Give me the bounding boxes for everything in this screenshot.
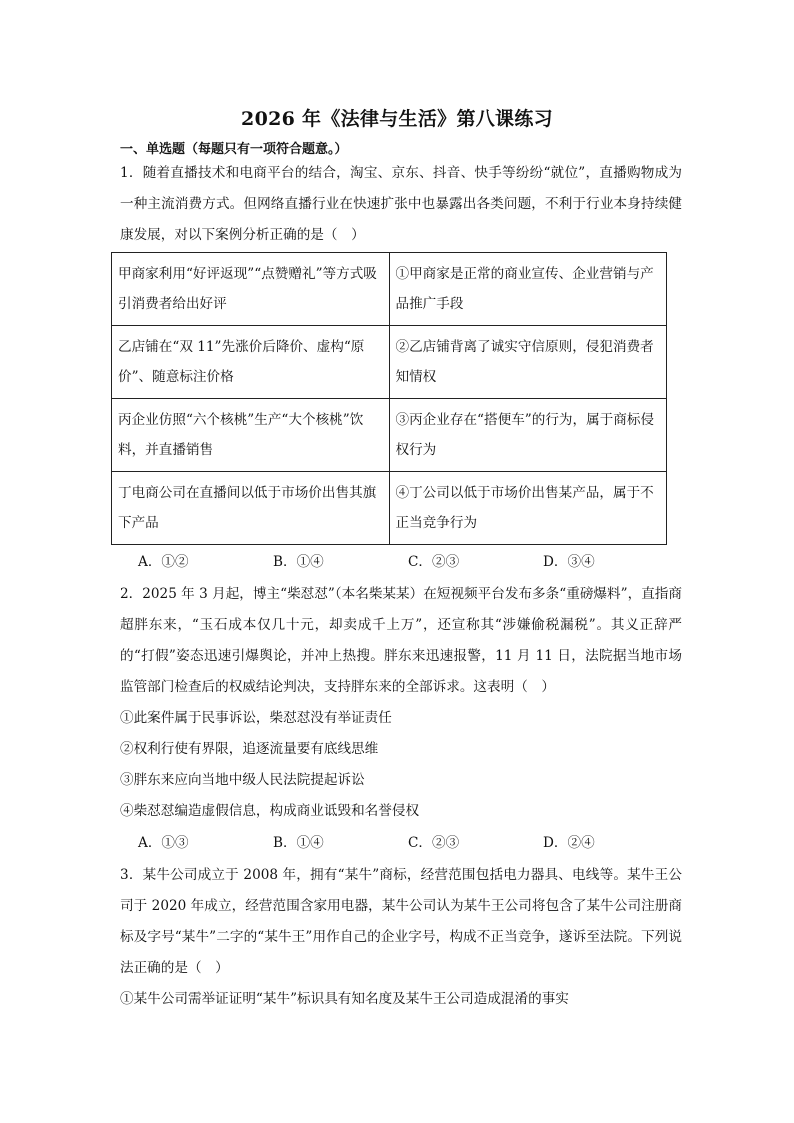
table-row bbox=[112, 399, 667, 472]
table-row bbox=[112, 253, 667, 326]
question-1-options bbox=[138, 551, 678, 573]
question-2-item: ③胖东来应向当地中级人民法院提起诉讼 bbox=[120, 772, 365, 788]
question-1-stem: 1．随着直播技术和电商平台的结合，淘宝、京东、抖音、快手等纷纷“就位”，直播购物成为一种主流消费方式。但网络直播行业在快速扩张中也暴露出各类问题，不利于行业本身持续健康发展，对以下案例分析正确的是（ ） bbox=[120, 165, 682, 243]
section-heading: 一、单选题（每题只有一项符合题意。） bbox=[120, 142, 348, 157]
option-d[interactable]: D．③④ bbox=[543, 554, 595, 570]
table-cell-case: 甲商家利用“好评返现”“点赞赠礼”等方式吸引消费者给出好评 bbox=[112, 253, 390, 326]
table-cell-case: 乙店铺在“双 11”先涨价后降价、虚构“原价”、随意标注价格 bbox=[112, 326, 390, 399]
table-cell-case: 丁电商公司在直播间以低于市场价出售其旗下产品 bbox=[112, 472, 390, 545]
table-cell-analysis: ②乙店铺背离了诚实守信原则，侵犯消费者知情权 bbox=[389, 326, 667, 399]
option-b[interactable]: B．①④ bbox=[273, 554, 324, 570]
question-2-item: ④柴怼怼编造虚假信息，构成商业诋毁和名誉侵权 bbox=[120, 803, 420, 819]
option-c[interactable]: C．②③ bbox=[408, 835, 460, 851]
table-row bbox=[112, 326, 667, 399]
page-title: 2026 年《法律与生活》第八课练习 bbox=[241, 108, 553, 130]
table-cell-analysis: ④丁公司以低于市场价出售某产品，属于不正当竞争行为 bbox=[389, 472, 667, 545]
table-cell-analysis: ①甲商家是正常的商业宣传、企业营销与产品推广手段 bbox=[389, 253, 667, 326]
option-c[interactable]: C．②③ bbox=[408, 554, 460, 570]
case-analysis-table bbox=[111, 252, 667, 545]
option-b[interactable]: B．①④ bbox=[273, 835, 324, 851]
table-cell-analysis: ③丙企业存在“搭便车”的行为，属于商标侵权行为 bbox=[389, 399, 667, 472]
question-2-options bbox=[138, 832, 678, 854]
option-a[interactable]: A．①② bbox=[138, 554, 189, 570]
question-2-stem: 2．2025 年 3 月起，博主“柴怼怼”（本名柴某某）在短视频平台发布多条“重磅爆料”，直指商超胖东来，“玉石成本仅几十元，却卖成千上万”，还宣称其“涉嫌偷税漏税”。其义正辞严的“打假”姿态迅速引爆舆论，并冲上热搜。胖东来迅速报警，11 月 11 日，法院据当地市场监管部门检查后的权威结论判决，支持胖东来的全部诉求。这表明（ ） bbox=[120, 586, 682, 695]
table-row bbox=[112, 472, 667, 545]
question-3-item: ①某牛公司需举证证明“某牛”标识具有知名度及某牛王公司造成混淆的事实 bbox=[120, 991, 569, 1007]
option-d[interactable]: D．②④ bbox=[543, 835, 595, 851]
option-a[interactable]: A．①③ bbox=[138, 835, 189, 851]
table-cell-case: 丙企业仿照“六个核桃”生产“大个核桃”饮料，并直播销售 bbox=[112, 399, 390, 472]
question-2-item: ②权利行使有界限，追逐流量要有底线思维 bbox=[120, 741, 379, 757]
question-2-item: ①此案件属于民事诉讼，柴怼怼没有举证责任 bbox=[120, 710, 392, 726]
question-3-stem: 3．某牛公司成立于 2008 年，拥有“某牛”商标，经营范围包括电力器具、电线等。某牛王公司于 2020 年成立，经营范围含家用电器，某牛公司认为某牛王公司将包含了某牛公司注册商标及字号“某牛”二字的“某牛王”用作自己的企业字号，构成不正当竞争，遂诉至法院。下列说法正确的是（ ） bbox=[120, 867, 682, 976]
